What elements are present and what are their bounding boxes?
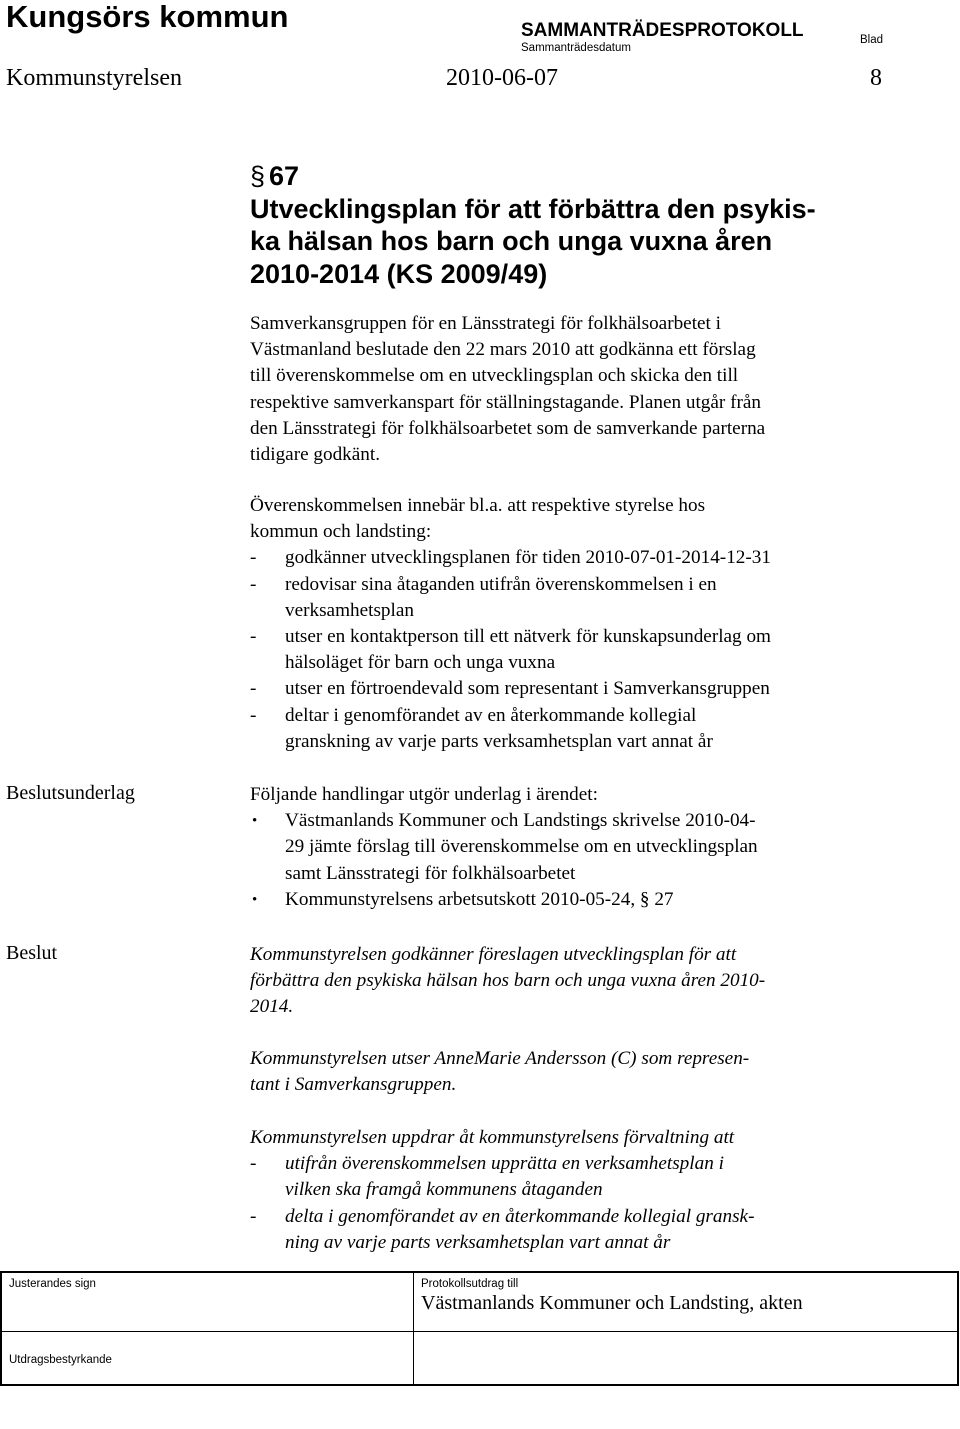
- text-line: den Länsstrategi för folkhälsoarbetet som de samverkande parterna: [250, 417, 766, 439]
- item-line: Kommunstyrelsens arbetsutskott 2010-05-24, § 27: [285, 888, 674, 910]
- item-line: godkänner utvecklingsplanen för tiden 2010-07-01-2014-12-31: [285, 547, 771, 569]
- dash-marker: -: [250, 573, 257, 595]
- text-line: till överenskommelse om en utvecklingsplan och skicka den till: [250, 365, 739, 387]
- bullet-marker: •: [252, 813, 258, 830]
- text-line: Kommunstyrelsen utser AnneMarie Andersson (C) som represen-: [250, 1048, 750, 1069]
- item-line: ning av varje parts verksamhetsplan vart annat år: [285, 1231, 671, 1253]
- footer-column-rule: [413, 1271, 414, 1386]
- item-line: utser en förtroendevald som representant i Samverkansgruppen: [285, 678, 770, 700]
- dash-marker: -: [250, 704, 257, 726]
- meeting-date: 2010-06-07: [446, 65, 558, 91]
- item-line: utser en kontaktperson till ett nätverk för kunskapsunderlag om: [285, 626, 771, 648]
- agreement-item: [250, 624, 890, 676]
- text-line: Kommunstyrelsen uppdrar åt kommunstyrelsens förvaltning att: [250, 1127, 735, 1148]
- text-line: Följande handlingar utgör underlag i ärendet:: [250, 784, 598, 805]
- text-line: Kommunstyrelsen godkänner föreslagen utvecklingsplan för att: [250, 944, 737, 965]
- section-heading: [250, 160, 870, 290]
- agreement-item: [250, 676, 890, 702]
- protocol-title: SAMMANTRÄDESPROTOKOLL: [521, 20, 804, 41]
- agreement-paragraph: [250, 493, 890, 755]
- beslutsunderlag-label: Beslutsunderlag: [6, 782, 135, 804]
- decision-paragraph-1: [250, 942, 890, 1021]
- text-line: tant i Samverkansgruppen.: [250, 1074, 457, 1096]
- document-item: [250, 808, 890, 887]
- item-line: granskning av varje parts verksamhetsplan vart annat år: [285, 730, 713, 752]
- text-line: Samverkansgruppen för en Länsstrategi för folkhälsoarbetet i: [250, 313, 722, 334]
- dash-marker: -: [250, 547, 257, 569]
- page-label: Blad: [860, 34, 884, 46]
- beslut-label: Beslut: [6, 942, 58, 964]
- justerandes-sign-label: Justerandes sign: [9, 1278, 96, 1290]
- item-line: delta i genomförandet av en återkommande kollegial gransk-: [285, 1205, 755, 1227]
- decision-item: [250, 1151, 890, 1203]
- section-title-line: Utvecklingsplan för att förbättra den psykis-: [250, 193, 816, 224]
- text-line: 2014.: [250, 996, 294, 1018]
- section-number: [250, 160, 870, 193]
- decision-item: [250, 1204, 890, 1256]
- item-line: hälsoläget för barn och unga vuxna: [285, 652, 556, 674]
- text-line: kommun och landsting:: [250, 521, 432, 543]
- decision-paragraph-2: [250, 1046, 890, 1098]
- dash-marker: -: [250, 678, 257, 700]
- committee-name: Kommunstyrelsen: [6, 65, 182, 91]
- protokollsutdrag-label: Protokollsutdrag till: [421, 1278, 519, 1290]
- text-line: Västmanland beslutade den 22 mars 2010 att godkänna ett förslag: [250, 339, 756, 361]
- dash-marker: -: [250, 1205, 257, 1227]
- section-title-line: ka hälsan hos barn och unga vuxna åren: [250, 226, 773, 256]
- item-line: deltar i genomförandet av en återkommande kollegial: [285, 704, 697, 726]
- beslutsunderlag-section: [250, 782, 890, 913]
- intro-paragraph: [250, 311, 890, 468]
- footer-top-rule: [0, 1271, 958, 1273]
- item-line: samt Länsstrategi för folkhälsoarbetet: [285, 862, 576, 884]
- dash-marker: -: [250, 1153, 257, 1175]
- item-line: redovisar sina åtaganden utifrån överenskommelsen i en: [285, 573, 717, 595]
- agreement-item: [250, 703, 890, 755]
- item-line: 29 jämte förslag till överenskommelse om en utvecklingsplan: [285, 836, 758, 858]
- agreement-item: [250, 545, 890, 571]
- bullet-marker: •: [252, 891, 258, 908]
- protokollsutdrag-value: Västmanlands Kommuner och Landsting, akten: [421, 1292, 803, 1314]
- item-line: verksamhetsplan: [285, 599, 414, 621]
- decision-paragraph-3: [250, 1125, 890, 1256]
- date-label: Sammanträdesdatum: [521, 42, 631, 54]
- item-line: vilken ska framgå kommunens åtaganden: [285, 1179, 603, 1201]
- section-number-value: 67: [269, 161, 300, 191]
- organization-name: Kungsörs kommun: [6, 0, 289, 34]
- footer-bottom-rule: [0, 1384, 958, 1386]
- footer-table: [0, 1271, 960, 1386]
- text-line: tidigare godkänt.: [250, 444, 381, 466]
- text-line: förbättra den psykiska hälsan hos barn och unga vuxna åren 2010-: [250, 970, 766, 992]
- document-item: [250, 887, 890, 913]
- footer-left-rule: [0, 1271, 2, 1386]
- footer-right-rule: [957, 1271, 959, 1386]
- page-number: 8: [870, 65, 882, 91]
- dash-marker: -: [250, 626, 257, 648]
- utdragsbestyrkande-label: Utdragsbestyrkande: [9, 1354, 112, 1366]
- item-line: utifrån överenskommelsen upprätta en verksamhetsplan i: [285, 1153, 724, 1175]
- section-symbol: §: [250, 161, 266, 191]
- footer-middle-rule: [0, 1331, 958, 1332]
- section-title-line: 2010-2014 (KS 2009/49): [250, 258, 548, 289]
- text-line: Överenskommelsen innebär bl.a. att respektive styrelse hos: [250, 495, 706, 516]
- text-line: respektive samverkanspart för ställningstagande. Planen utgår från: [250, 391, 761, 413]
- item-line: Västmanlands Kommuner och Landstings skrivelse 2010-04-: [285, 810, 756, 832]
- agreement-item: [250, 572, 890, 624]
